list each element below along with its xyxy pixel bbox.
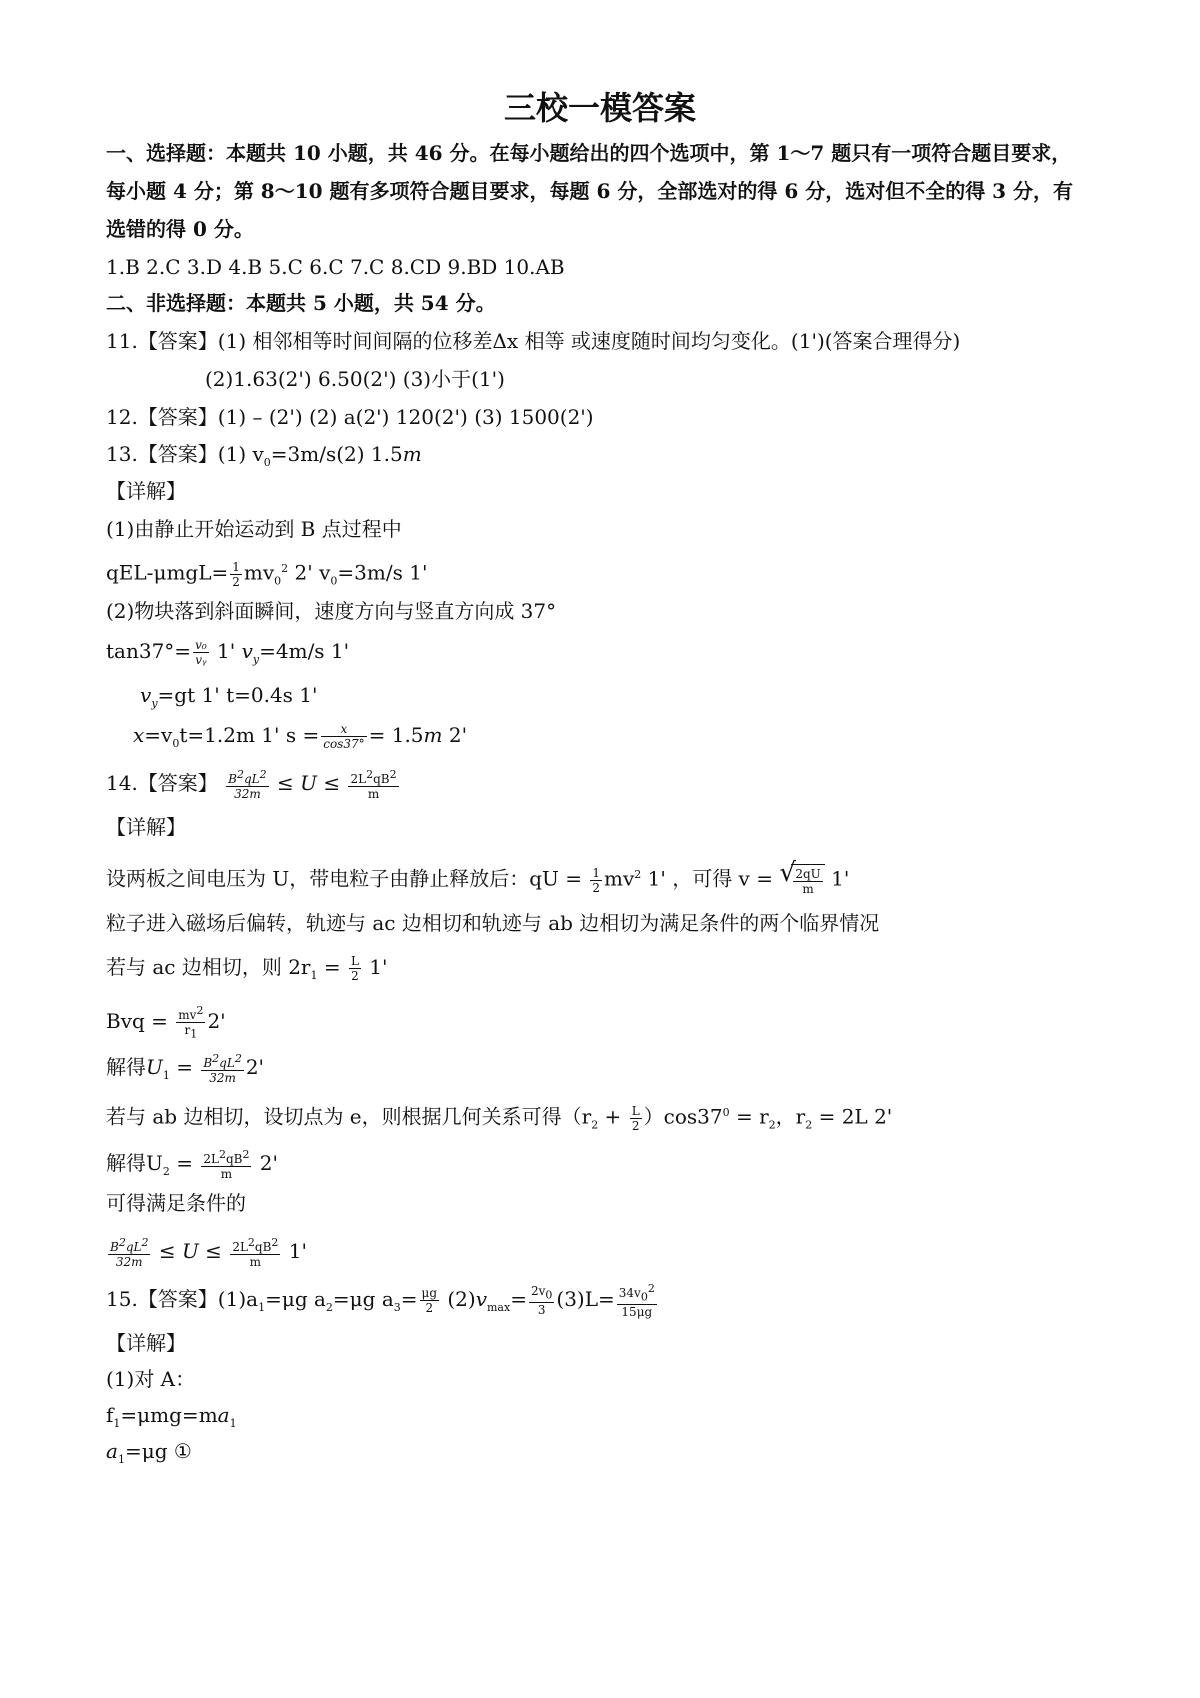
q14-detail-line8: 可得满足条件的	[106, 1191, 246, 1215]
q14-detail-line4: Bvq = $\frac{mv^2}{r_1}$ 2'	[106, 1004, 226, 1041]
section1-line3: 选错的得 0 分。	[106, 217, 254, 241]
fraction: $\frac{34v_0^2}{15\mu g}$	[618, 1282, 655, 1320]
q13-x-equation: $x=v_0t=1.2m$ 1' s = $\frac{x}{\cos 37^\circ}$ = 1.5m 2'	[133, 722, 468, 751]
section1-line1: 一、选择题：本题共 10 小题，共 46 分。在每小题给出的四个选项中，第 1～7 题只有一项符合题目要求，	[106, 141, 1072, 165]
section2-header: 二、非选择题：本题共 5 小题，共 54 分。	[106, 291, 496, 315]
q12-answer: 12.【答案】(1) – (2') (2) a(2') 120(2') (3) 1500(2')	[106, 405, 594, 429]
fraction: $\frac{2L^2qB^2}{m}$	[203, 1148, 250, 1181]
q13-detail-line1: (1)由静止开始运动到 B 点过程中	[106, 517, 402, 541]
q13-detail-line2: (2)物块落到斜面瞬间，速度方向与竖直方向成 37°	[106, 599, 557, 623]
q13-energy-equation: qEL-μmgL= $\frac{1}{2}$ $mv_0^2$ 2' $v_0=3m/s$ 1'	[106, 559, 428, 589]
q14-detail-heading: 【详解】	[106, 815, 186, 839]
q14-detail-line1: 设两板之间电压为 U，带电粒子由静止释放后：qU = $\frac{1}{2}$ $mv^2$ 1' ，可得 v = √ $\frac{2qU}{m}$ 1'	[106, 862, 849, 896]
fraction: $\frac{B^2qL^2}{32m}$	[203, 1052, 242, 1085]
fraction: $\frac{2L^2qB^2}{m}$	[232, 1236, 279, 1269]
q15-detail-heading: 【详解】	[106, 1331, 186, 1355]
q14-detail-line9: $\frac{B^2qL^2}{32m}$ ≤ U ≤ $\frac{2L^2qB^2}{m}$ 1'	[110, 1236, 308, 1269]
q14-answer: 14.【答案】 $\frac{B^2qL^2}{32m}$ ≤ U ≤ $\frac{2L^2qB^2}{m}$	[106, 768, 397, 801]
fraction: $\frac{1}{2}$	[232, 559, 240, 589]
fraction: $\frac{2v_0}{3}$	[530, 1284, 553, 1318]
q14-detail-line7: 解得$U_2$ = $\frac{2L^2qB^2}{m}$ 2'	[106, 1148, 279, 1181]
q14-detail-line3: 若与 ac 边相切，则 $2r_1$ = $\frac{L}{2}$ 1'	[106, 954, 388, 983]
q13-vy-equation: $v_y=gt$ 1' t=0.4s 1'	[140, 683, 318, 710]
section1-line2: 每小题 4 分；第 8～10 题有多项符合题目要求，每题 6 分，全部选对的得 6 分，选对但不全的得 3 分，有	[106, 179, 1074, 203]
q11-answer-line2: (2)1.63(2') 6.50(2') (3)小于(1')	[205, 367, 505, 391]
mc-answers: 1.B 2.C 3.D 4.B 5.C 6.C 7.C 8.CD 9.BD 10.AB	[106, 255, 565, 279]
q14-detail-line2: 粒子进入磁场后偏转，轨迹与 ac 边相切和轨迹与 ab 边相切为满足条件的两个临界情况	[106, 911, 880, 935]
sqrt: √ $\frac{2qU}{m}$	[779, 864, 824, 896]
fraction: $\frac{B^2qL^2}{32m}$	[228, 768, 267, 801]
q15-detail-line2: $f_1=\mu mg=ma_1$	[106, 1403, 237, 1430]
q15-answer: 15.【答案】$(1)a_1=\mu g$ $a_2=\mu g$ $a_3=$ $\frac{\mu g}{2}$ $(2)v_{max}=$ $\frac{2v_0}{3}$ (3)L= $\frac{34v_0^2}{15\mu g}$	[106, 1282, 655, 1320]
fraction: $\frac{\text{v₀}}{\text{vᵧ}}$	[195, 638, 207, 667]
fraction: $\frac{2L^2qB^2}{m}$	[350, 768, 397, 801]
q15-detail-line3: $a_1=\mu g$ ①	[106, 1439, 192, 1466]
q13-tan-equation: tan37°= $\frac{\text{v₀}}{\text{vᵧ}}$ 1' $v_y=4m/s$ 1'	[106, 638, 350, 667]
fraction: $\frac{1}{2}$	[592, 865, 600, 895]
fraction: $\frac{B^2qL^2}{32m}$	[110, 1236, 149, 1269]
fraction: $\frac{\mu g}{2}$	[421, 1286, 437, 1316]
q11-answer-line1: 11.【答案】(1) 相邻相等时间间隔的位移差Δx 相等 或速度随时间均匀变化。(1')(答案合理得分)	[106, 329, 961, 353]
q13-answer: 13.【答案】(1) $v_0=3m/s(2)$ 1.5m	[106, 442, 422, 469]
q15-detail-line1: (1)对 A：	[106, 1367, 196, 1391]
page-title: 三校一模答案	[503, 89, 696, 127]
fraction: $\frac{L}{2}$	[350, 954, 359, 983]
q14-detail-line5: 解得$U_1$ = $\frac{B^2qL^2}{32m}$ 2'	[106, 1052, 265, 1085]
q13-detail-heading: 【详解】	[106, 479, 186, 503]
fraction: $\frac{L}{2}$	[631, 1103, 640, 1133]
fraction: $\frac{mv^2}{r_1}$	[178, 1004, 204, 1041]
fraction: $\frac{x}{\cos 37^\circ}$	[323, 722, 365, 751]
q14-detail-line6: 若与 ab 边相切，设切点为 e，则根据几何关系可得（$r_2$ + $\frac{L}{2}$ ）$\cos 37^0 = r_2$，$r_2 = 2L$ 2'	[106, 1103, 893, 1133]
